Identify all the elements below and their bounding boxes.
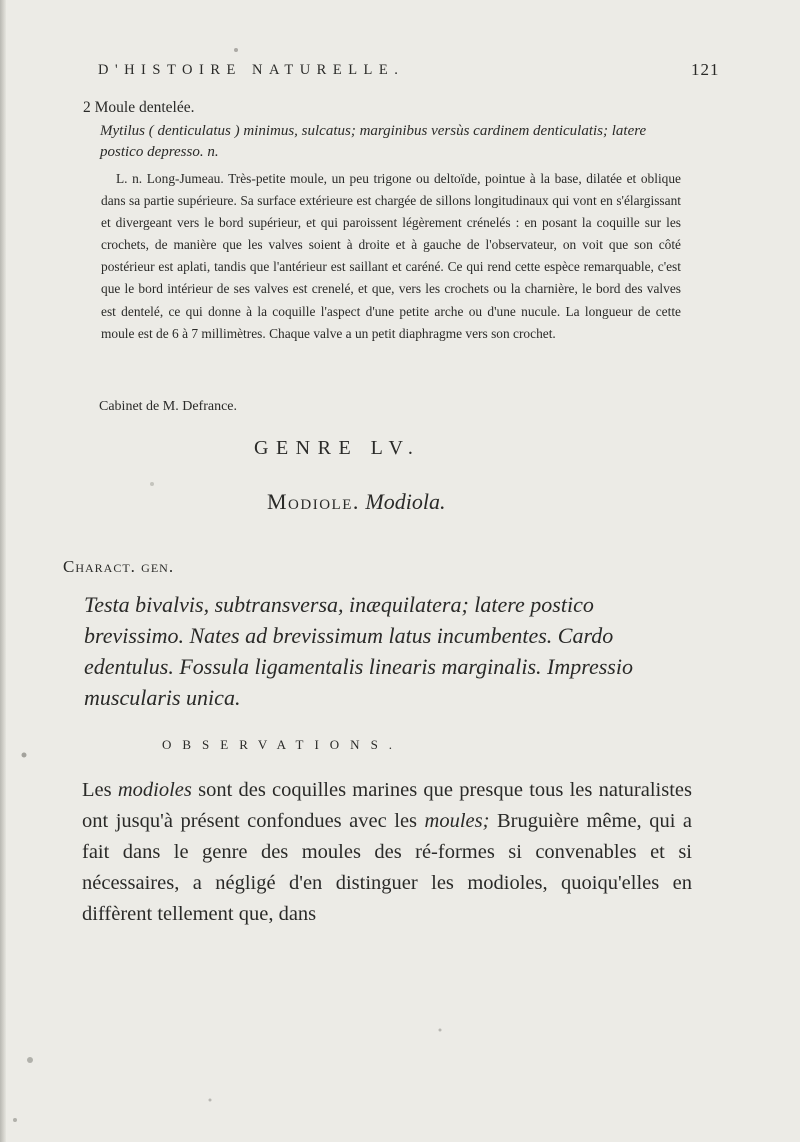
- observations-body: [82, 775, 692, 930]
- diagnosis-epithet: denticulatus: [157, 123, 231, 139]
- page-number: 121: [691, 60, 720, 79]
- diagnosis-start: Mytilus (: [100, 123, 154, 139]
- observations-text-2: sont des coquilles marines que presque tous les naturalistes ont jusqu'à présent confondues avec les: [82, 779, 692, 832]
- genus-latin-name: Modiola.: [365, 489, 446, 514]
- running-title: D'HISTOIRE NATURELLE.: [98, 62, 405, 78]
- species-title: 2 Moule dentelée.: [83, 99, 195, 116]
- genus-french-name: Modiole.: [267, 489, 360, 514]
- observations-text-3: Bruguière même, qui a fait dans le genre des moules des ré-formes si convenables et si nécessaires, a négligé d'en distinguer les modioles, quoiqu'elles en diffèrent tellement que, dans: [82, 810, 693, 925]
- characters-label: Charact. gen.: [63, 557, 175, 576]
- description-paragraph: L. n. Long-Jumeau. Très-petite moule, un peu trigone ou deltoïde, pointue à la base, dilatée et oblique dans sa partie supérieure. Sa surface extérieure est chargée de sillons longitudinaux qui vont en s'élargissant et divergeant vers le bord supérieur, et qui paroissent légèrement crénelés : en posant la coquille sur les crochets, de manière que les valves soient à droite et à gauche de l'observateur, on voit que son côté postérieur est aplati, tandis que l'antérieur est saillant et caréné. Ce qui rend cette espèce remarquable, c'est que le bord intérieur de ses valves est crenelé, et que, vers les crochets ou la charnière, le bord des valves est dentelé, ce qui donne à la coquille l'aspect d'une petite arche ou d'une nucule. La longueur de cette moule est de 6 à 7 millimètres. Chaque valve a un petit diaphragme vers son crochet.: [101, 171, 681, 341]
- collection-note: Cabinet de M. Defrance.: [99, 399, 237, 414]
- observations-text-1: Les: [82, 779, 118, 801]
- observations-term-moules: moules;: [424, 810, 490, 832]
- generic-characters: [84, 589, 684, 713]
- species-diagnosis: [100, 121, 675, 163]
- species-description: [101, 168, 681, 345]
- diagnosis-rest: ) minimus, sulcatus; marginibus versùs cardinem denticulatis; latere postico depresso. n.: [100, 123, 647, 160]
- observations-heading: OBSERVATIONS.: [162, 737, 404, 752]
- page-gutter-edge: [0, 0, 6, 1142]
- genre-heading: GENRE LV.: [254, 437, 421, 459]
- genus-name-line: [267, 489, 445, 515]
- observations-term-modioles: modioles: [117, 779, 192, 801]
- characters-text: Testa bivalvis, subtransversa, inæquilatera; latere postico brevissimo. Nates ad brevissimum latus incumbentes. Cardo edentulus. Fossula ligamentalis linearis marginalis. Impressio muscularis unica.: [84, 592, 633, 710]
- observations-paragraph: [82, 775, 692, 930]
